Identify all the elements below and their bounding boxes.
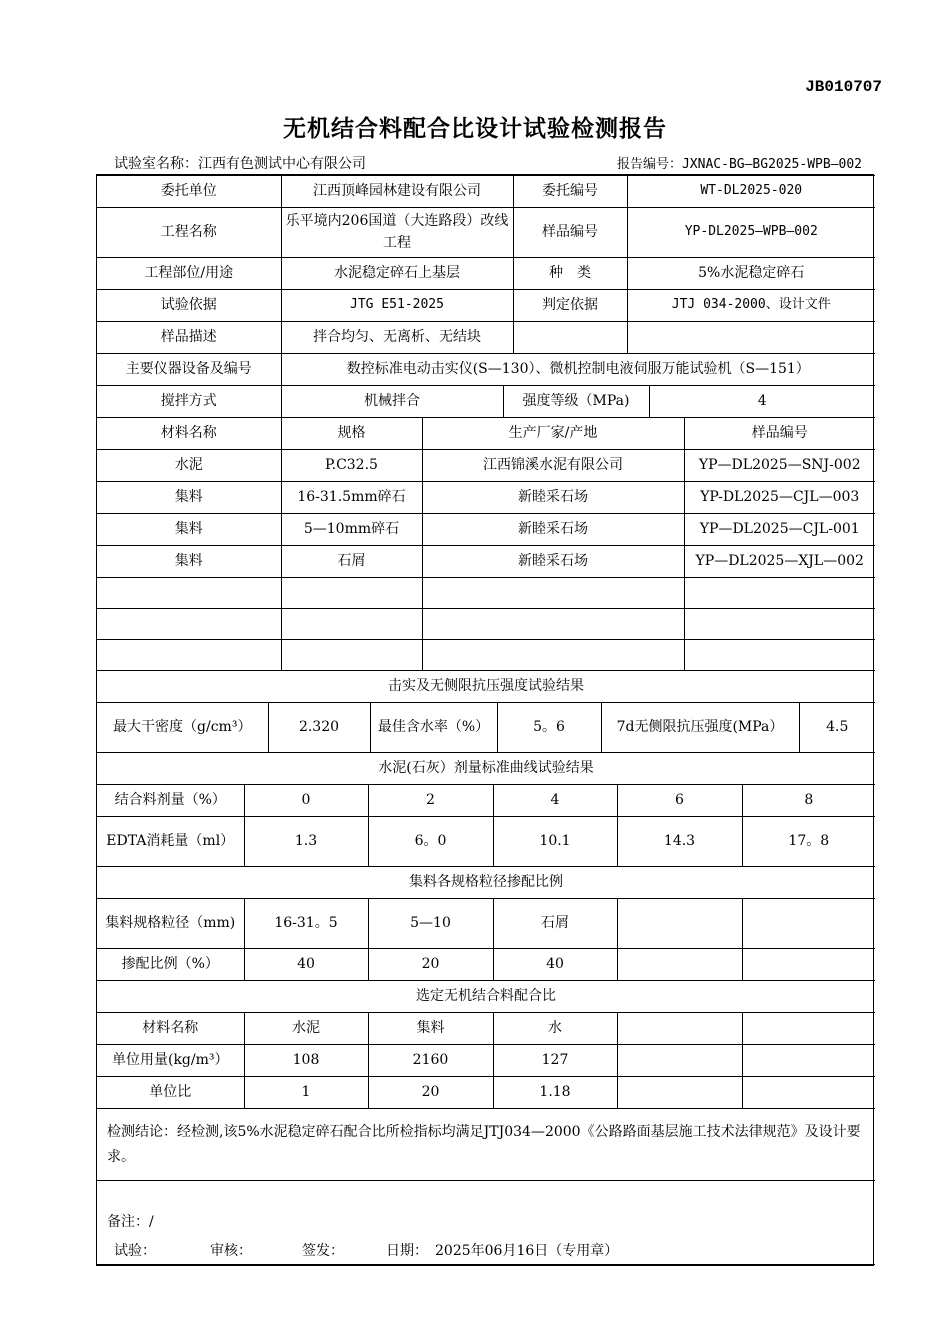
unit-ratio-value: 1.18	[493, 1077, 617, 1109]
opt-water-label: 最佳含水率（%）	[370, 703, 497, 753]
equipment-label: 主要仪器设备及编号	[97, 354, 281, 386]
table-row	[97, 482, 875, 514]
curve-section-title: 水泥(石灰）剂量标准曲线试验结果	[97, 753, 875, 785]
kind-label: 种 类	[513, 258, 627, 290]
ratio-value: 40	[244, 949, 368, 981]
material-maker: 新睦采石场	[422, 546, 684, 578]
usage-value: 108	[244, 1045, 368, 1077]
usage-value	[617, 1045, 742, 1077]
dose-value: 0	[244, 785, 368, 817]
reviewer-label: 审核：	[210, 1243, 252, 1259]
table-row	[97, 578, 875, 609]
part-value: 水泥稳定碎石上基层	[281, 258, 513, 290]
client-label: 委托单位	[97, 176, 281, 208]
table-row	[97, 546, 875, 578]
table-row	[97, 609, 875, 640]
materials-header-spec: 规格	[281, 418, 422, 450]
project-value: 乐平境内206国道（大连路段）改线工程	[281, 208, 513, 258]
conclusion: 检测结论：经检测,该5%水泥稳定碎石配合比所检指标均满足JTJ034—2000《公路路面基层施工技术法律规范》及设计要求。	[97, 1109, 875, 1181]
material-spec: 16-31.5mm碎石	[281, 482, 422, 514]
edta-value: 17。8	[742, 817, 875, 867]
sample-no-label: 样品编号	[513, 208, 627, 258]
strength-value: 4.5	[799, 703, 875, 753]
size-value: 5—10	[368, 899, 493, 949]
material-sample: YP-DL2025—CJL—003	[684, 482, 875, 514]
desc-value: 拌合均匀、无离析、无结块	[281, 322, 513, 354]
size-value: 石屑	[493, 899, 617, 949]
date-text: 日期： 2025年06月16日（专用章）	[386, 1243, 619, 1259]
size-value	[617, 899, 742, 949]
max-density-label: 最大干密度（g/cm³）	[97, 703, 268, 753]
table-row	[97, 640, 875, 671]
info-table	[97, 175, 875, 386]
sel-name-value	[742, 1013, 875, 1045]
report-number: 报告编号：JXNAC-BG—BG2025-WPB—002	[616, 157, 862, 172]
issuer-label: 签发：	[302, 1243, 344, 1259]
dose-value: 8	[742, 785, 875, 817]
sample-no-value: YP-DL2025—WPB—002	[627, 208, 875, 258]
tester-label: 试验：	[114, 1243, 156, 1259]
materials-header-maker: 生产厂家/产地	[422, 418, 684, 450]
material-spec: 石屑	[281, 546, 422, 578]
material-name: 集料	[97, 546, 281, 578]
lab-name: 试验室名称：江西有色测试中心有限公司	[114, 156, 366, 172]
materials-header-sample: 样品编号	[684, 418, 875, 450]
unit-ratio-value	[742, 1077, 875, 1109]
sel-name-value: 水	[493, 1013, 617, 1045]
size-value: 16-31。5	[244, 899, 368, 949]
opt-water-value: 5。6	[497, 703, 601, 753]
grade-label: 强度等级（MPa)	[503, 386, 649, 418]
entrust-no-value: WT-DL2025-020	[627, 176, 875, 208]
material-spec: 5—10mm碎石	[281, 514, 422, 546]
ratio-value	[617, 949, 742, 981]
sel-name-value	[617, 1013, 742, 1045]
mix-value: 机械拌合	[281, 386, 503, 418]
edta-value: 1.3	[244, 817, 368, 867]
kind-value: 5%水泥稳定碎石	[627, 258, 875, 290]
sel-name-value: 集料	[368, 1013, 493, 1045]
ratio-value: 40	[493, 949, 617, 981]
dose-value: 6	[617, 785, 742, 817]
materials-table	[97, 417, 875, 671]
table-row	[97, 514, 875, 546]
grading-section-title: 集料各规格粒径掺配比例	[97, 867, 875, 899]
material-name: 水泥	[97, 450, 281, 482]
project-label: 工程名称	[97, 208, 281, 258]
remark: 备注：/	[97, 1181, 875, 1265]
table-row	[97, 450, 875, 482]
sel-name-value: 水泥	[244, 1013, 368, 1045]
usage-label: 单位用量(kg/m³）	[97, 1045, 244, 1077]
results-table	[97, 752, 875, 1265]
unit-ratio-label: 单位比	[97, 1077, 244, 1109]
compaction-section-title: 击实及无侧限抗压强度试验结果	[97, 671, 875, 703]
material-maker: 江西锦溪水泥有限公司	[422, 450, 684, 482]
basis-value: JTG E51-2025	[281, 290, 513, 322]
compaction-table	[97, 670, 875, 753]
mix-label: 搅拌方式	[97, 386, 281, 418]
usage-value	[742, 1045, 875, 1077]
judge-label: 判定依据	[513, 290, 627, 322]
equipment-value: 数控标准电动击实仪(S—130）、微机控制电液伺服万能试验机（S—151）	[281, 354, 875, 386]
usage-value: 2160	[368, 1045, 493, 1077]
material-name: 集料	[97, 482, 281, 514]
judge-value: JTJ 034-2000、设计文件	[627, 290, 875, 322]
mixing-table	[97, 385, 875, 418]
strength-label: 7d无侧限抗压强度(MPa）	[601, 703, 799, 753]
entrust-no-label: 委托编号	[513, 176, 627, 208]
empty-cell	[513, 322, 627, 354]
unit-ratio-value: 20	[368, 1077, 493, 1109]
max-density-value: 2.320	[268, 703, 370, 753]
document-code: JB010707	[805, 78, 882, 96]
material-spec: P.C32.5	[281, 450, 422, 482]
ratio-label: 掺配比例（%）	[97, 949, 244, 981]
material-name: 集料	[97, 514, 281, 546]
unit-ratio-value	[617, 1077, 742, 1109]
grade-value: 4	[649, 386, 875, 418]
dose-label: 结合料剂量（%）	[97, 785, 244, 817]
basis-label: 试验依据	[97, 290, 281, 322]
material-sample: YP—DL2025—XJL—002	[684, 546, 875, 578]
material-sample: YP—DL2025—SNJ-002	[684, 450, 875, 482]
ratio-value: 20	[368, 949, 493, 981]
sel-name-label: 材料名称	[97, 1013, 244, 1045]
edta-value: 10.1	[493, 817, 617, 867]
material-maker: 新睦采石场	[422, 514, 684, 546]
edta-label: EDTA消耗量（ml）	[97, 817, 244, 867]
usage-value: 127	[493, 1045, 617, 1077]
client-value: 江西顶峰园林建设有限公司	[281, 176, 513, 208]
edta-value: 14.3	[617, 817, 742, 867]
selected-section-title: 选定无机结合料配合比	[97, 981, 875, 1013]
page-title: 无机结合料配合比设计试验检测报告	[283, 115, 667, 142]
report-table	[96, 174, 874, 1266]
materials-header-name: 材料名称	[97, 418, 281, 450]
edta-value: 6。0	[368, 817, 493, 867]
material-sample: YP—DL2025—CJL-001	[684, 514, 875, 546]
empty-cell	[627, 322, 875, 354]
dose-value: 2	[368, 785, 493, 817]
unit-ratio-value: 1	[244, 1077, 368, 1109]
desc-label: 样品描述	[97, 322, 281, 354]
part-label: 工程部位/用途	[97, 258, 281, 290]
signature-footer	[114, 1240, 618, 1260]
ratio-value	[742, 949, 875, 981]
size-label: 集料规格粒径（mm)	[97, 899, 244, 949]
size-value	[742, 899, 875, 949]
dose-value: 4	[493, 785, 617, 817]
material-maker: 新睦采石场	[422, 482, 684, 514]
